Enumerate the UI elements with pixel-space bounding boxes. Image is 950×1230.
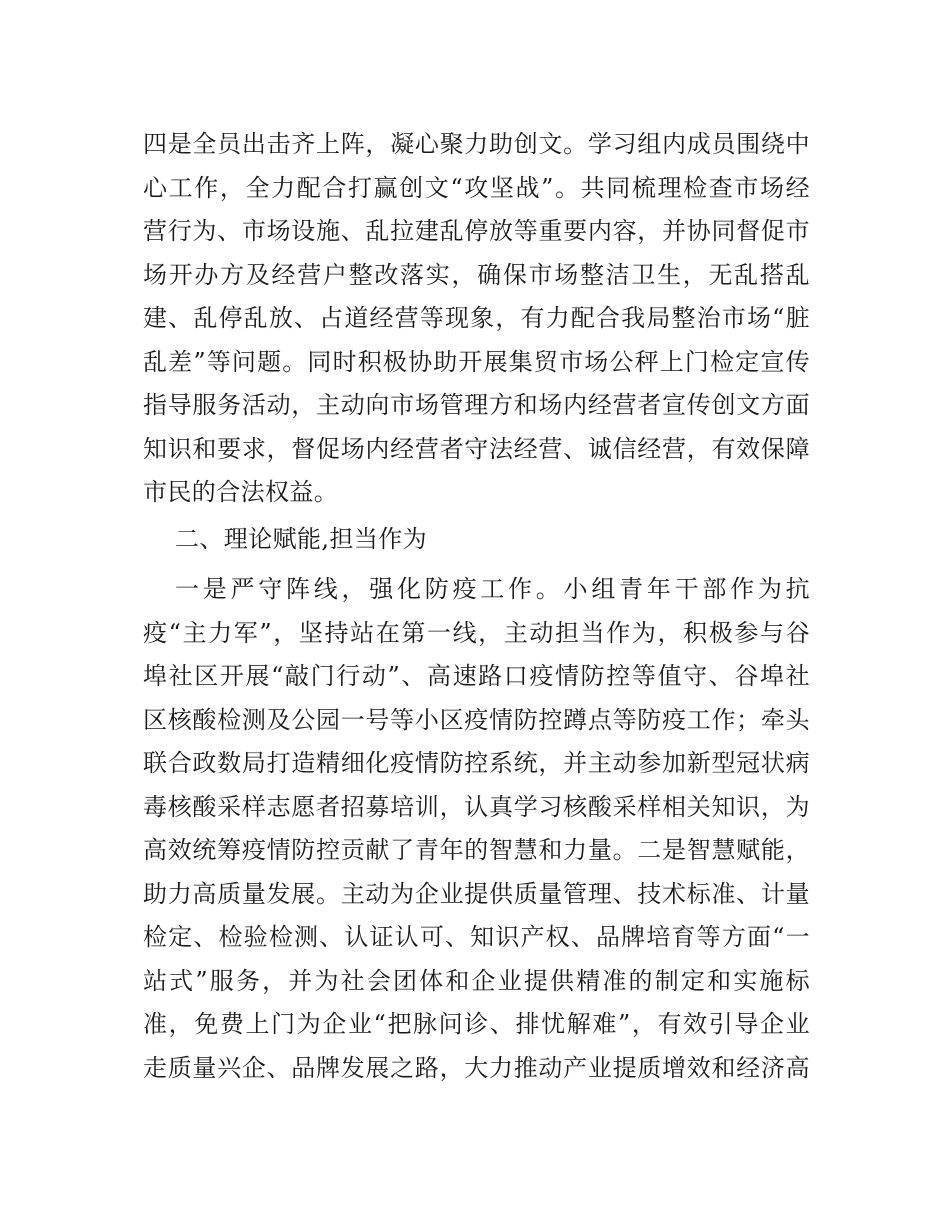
- paragraph-line: 指导服务活动，主动向市场管理方和场内经营者宣传创文方面: [143, 391, 810, 419]
- paragraph-line: 站式”服务，并为社会团体和企业提供精准的制定和实施标: [143, 966, 810, 995]
- paragraph-line: 检定、检验检测、认证认可、知识产权、品牌培育等方面“一: [143, 923, 810, 951]
- paragraph-line: 营行为、市场设施、乱拉建乱停放等重要内容，并协同督促市: [143, 217, 810, 245]
- paragraph-line: 一是严守阵线，强化防疫工作。小组青年干部作为抗: [175, 575, 810, 603]
- paragraph-line: 毒核酸采样志愿者招募培训，认真学习核酸采样相关知识，为: [143, 792, 810, 821]
- paragraph-line: 走质量兴企、品牌发展之路，大力推动产业提质增效和经济高: [143, 1053, 810, 1082]
- paragraph-line: 四是全员出击齐上阵，凝心聚力助创文。学习组内成员围绕中: [143, 130, 810, 158]
- paragraph-line: 助力高质量发展。主动为企业提供质量管理、技术标准、计量: [143, 879, 810, 908]
- paragraph-line: 场开办方及经营户整改落实，确保市场整洁卫生，无乱搭乱: [143, 260, 810, 289]
- paragraph-line: 知识和要求，督促场内经营者守法经营、诚信经营，有效保障: [143, 434, 810, 463]
- paragraph-theory-empowerment: [143, 568, 810, 1090]
- paragraph-line: 乱差”等问题。同时积极协助开展集贸市场公秤上门检定宣传: [143, 347, 810, 376]
- paragraph-line: 埠社区开展“敲门行动”、高速路口疫情防控等值守、谷埠社: [143, 662, 810, 690]
- paragraph-line: 区核酸检测及公园一号等小区疫情防控蹲点等防疫工作；牵头: [143, 705, 810, 734]
- paragraph-line: 高效统筹疫情防控贡献了青年的智慧和力量。二是智慧赋能，: [143, 836, 810, 864]
- paragraph-creating-civilized-city: [143, 123, 810, 515]
- paragraph-line: 疫“主力军”，坚持站在第一线，主动担当作为，积极参与谷: [143, 618, 810, 647]
- paragraph-line: 准，免费上门为企业“把脉问诊、排忧解难”，有效引导企业: [143, 1010, 810, 1038]
- section-heading: 二、理论赋能,担当作为: [175, 525, 428, 553]
- paragraph-line: 市民的合法权益。: [143, 478, 339, 506]
- paragraph-line: 建、乱停乱放、占道经营等现象，有力配合我局整治市场“脏: [143, 304, 810, 332]
- paragraph-line: 联合政数局打造精细化疫情防控系统，并主动参加新型冠状病: [143, 749, 810, 777]
- paragraph-line: 心工作，全力配合打赢创文“攻坚战”。共同梳理检查市场经: [143, 173, 810, 202]
